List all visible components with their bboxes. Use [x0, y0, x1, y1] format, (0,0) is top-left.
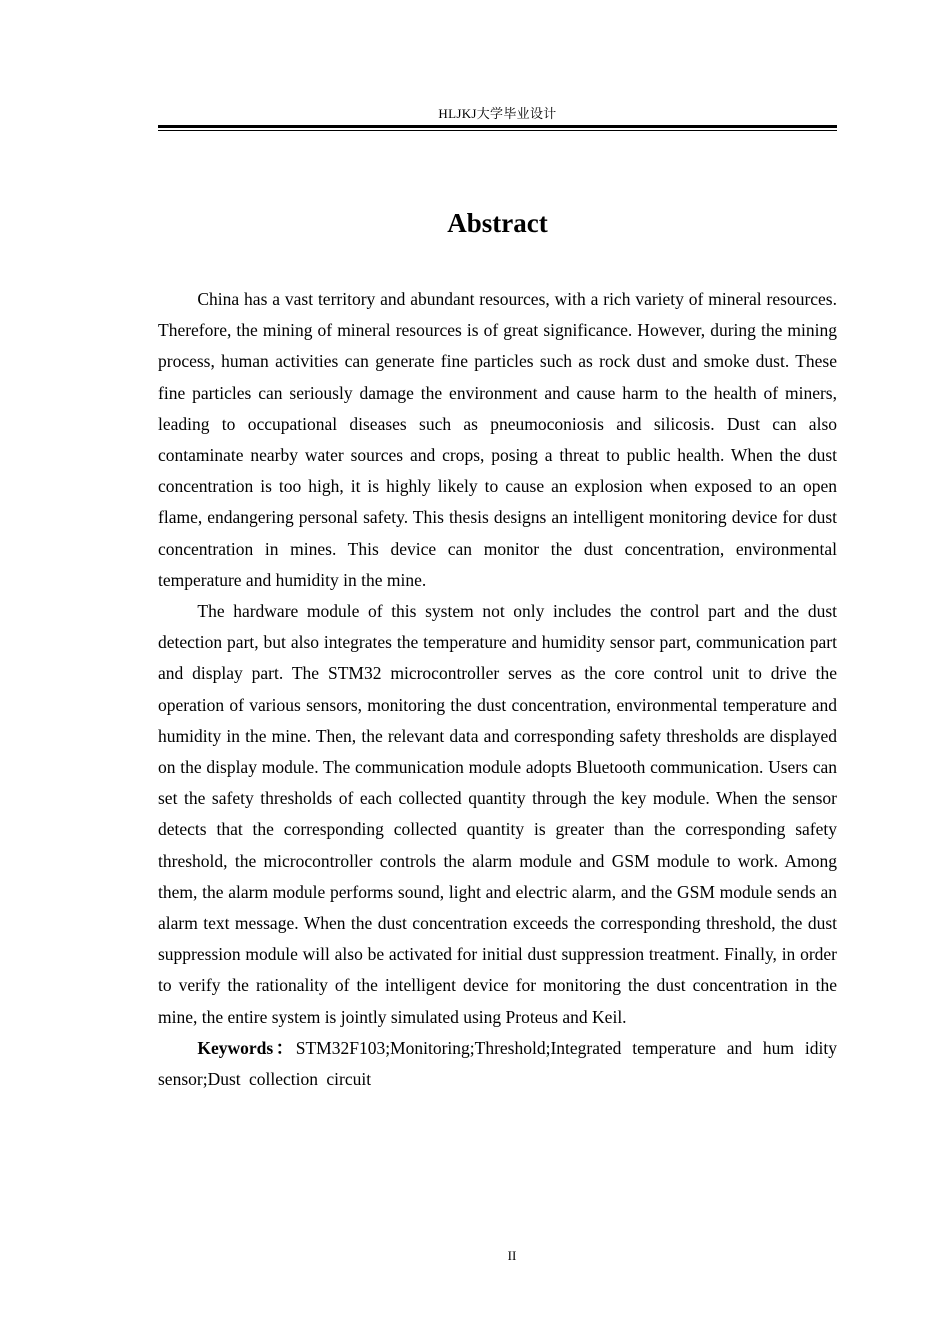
page-number: II: [507, 1248, 517, 1263]
keywords-line: [158, 1033, 837, 1095]
abstract-paragraph-1: China has a vast territory and abundant resources, with a rich variety of mineral resources. Therefore, the mining of mineral resources is of great significance. However, during the mining process, human activities can generate fine particles such as rock dust and smoke dust. These fine particles can seriously damage the environment and cause harm to the health of miners, leading to occupational diseases such as pneumoconiosis and silicosis. Dust can also contaminate nearby water sources and crops, posing a threat to public health. When the dust concentration is too high, it is highly likely to cause an explosion when exposed to an open flame, endangering personal safety. This thesis designs an intelligent monitoring device for dust concentration in mines. This device can monitor the dust concentration, environmental temperature and humidity in the mine.: [158, 289, 837, 590]
keywords-value: STM32F103;Monitoring;Threshold;Integrated temperature and hum idity sensor;Dust collection circuit: [158, 1037, 837, 1090]
header-rule-thick: [158, 125, 837, 128]
running-header: HLJKJ大学毕业设计: [438, 106, 557, 121]
page-title: Abstract: [447, 208, 548, 239]
keywords-label: Keywords：: [197, 1037, 296, 1058]
abstract-paragraph-2: The hardware module of this system not only includes the control part and the dust detection part, but also integrates the temperature and humidity sensor part, communication part and display part. The STM32 microcontroller serves as the core control unit to drive the operation of various sensors, monitoring the dust concentration, environmental temperature and humidity in the mine. Then, the relevant data and corresponding safety thresholds are displayed on the display module. The communication module adopts Bluetooth communication. Users can set the safety thresholds of each collected quantity through the key module. When the sensor detects that the corresponding collected quantity is greater than the corresponding safety threshold, the microcontroller controls the alarm module and GSM module to work. Among them, the alarm module performs sound, light and electric alarm, and the GSM module sends an alarm text message. When the dust concentration exceeds the corresponding threshold, the dust suppression module will also be activated for initial dust suppression treatment. Finally, in order to verify the rationality of the intelligent device for monitoring the dust concentration in the mine, the entire system is jointly simulated using Proteus and Keil.: [158, 601, 837, 1027]
header-rule-thin: [158, 130, 837, 131]
abstract-body: [158, 284, 837, 1095]
